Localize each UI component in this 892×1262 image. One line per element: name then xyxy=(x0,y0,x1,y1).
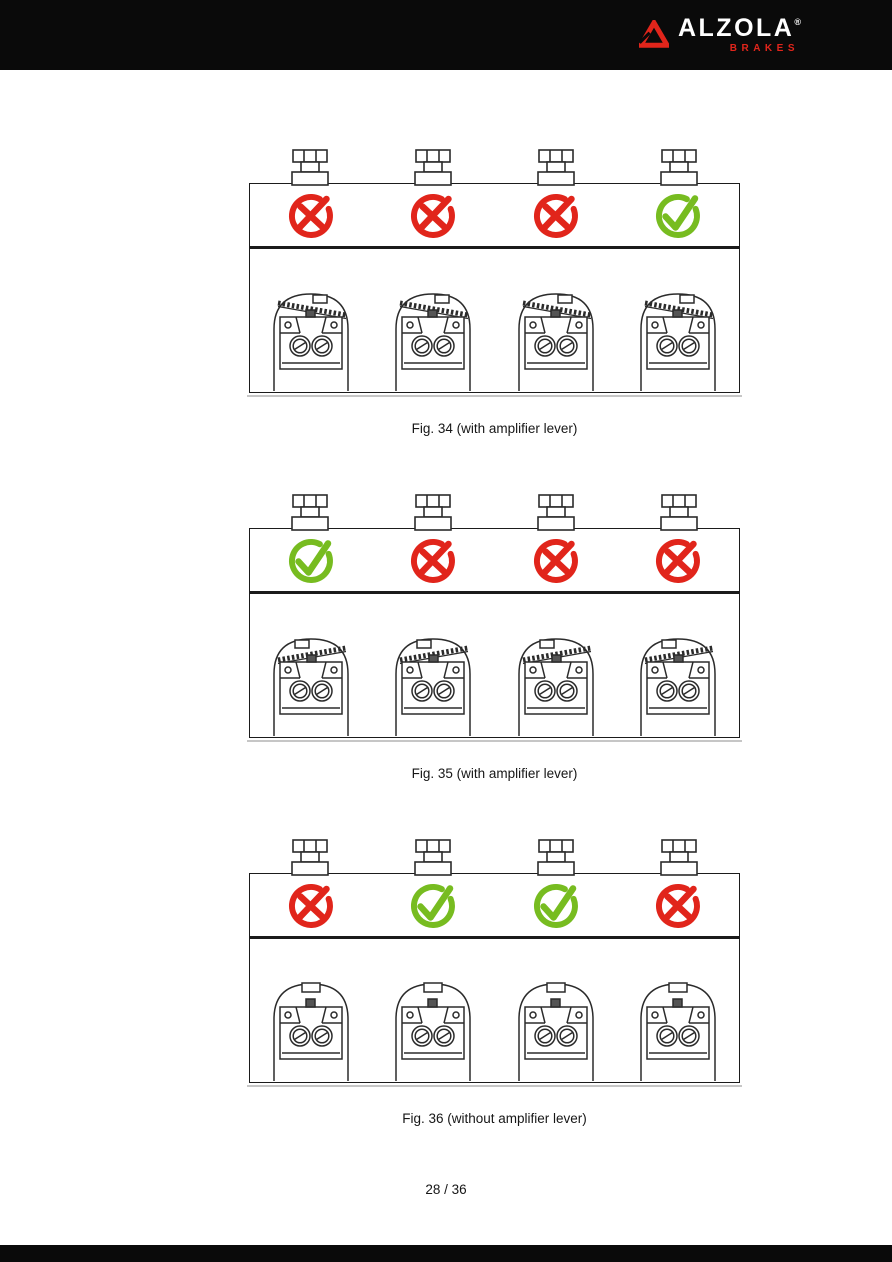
brand-tagline: BRAKES xyxy=(729,43,799,54)
cross-slot xyxy=(495,189,617,241)
switch-slot xyxy=(372,628,494,736)
switch-slot xyxy=(495,628,617,736)
switch-slot xyxy=(250,628,372,736)
bolt-slot xyxy=(495,493,618,528)
status-band xyxy=(250,874,739,939)
terminal-block-drawing xyxy=(249,183,740,393)
header-bar xyxy=(0,0,892,70)
switch-slot xyxy=(495,973,617,1081)
bolt-slot xyxy=(372,838,495,873)
bolt-slot xyxy=(495,838,618,873)
cross-icon xyxy=(530,534,582,586)
alzola-triangle-icon xyxy=(639,20,669,48)
switch-band xyxy=(250,249,739,391)
footer-bar xyxy=(0,1245,892,1262)
cross-icon xyxy=(652,879,704,931)
switch-slot xyxy=(250,283,372,391)
bolt-icon xyxy=(659,494,699,531)
check-icon xyxy=(285,534,337,586)
figure-caption: Fig. 36 (without amplifier lever) xyxy=(402,1111,587,1126)
microswitch-lever-icon xyxy=(269,628,353,736)
bolt-slot xyxy=(617,493,740,528)
brand-name xyxy=(678,15,801,41)
figure-caption: Fig. 34 (with amplifier lever) xyxy=(411,421,578,436)
cross-icon xyxy=(407,534,459,586)
registered-mark: ® xyxy=(794,17,801,27)
switch-band xyxy=(250,594,739,736)
microswitch-lever-icon xyxy=(269,283,353,391)
microswitch-lever-icon xyxy=(636,283,720,391)
bolt-slot xyxy=(372,493,495,528)
check-slot xyxy=(495,879,617,931)
switch-slot xyxy=(372,283,494,391)
microswitch-icon xyxy=(391,973,475,1081)
microswitch-lever-icon xyxy=(636,628,720,736)
switch-slot xyxy=(617,628,739,736)
bolt-slot xyxy=(495,148,618,183)
brand-text xyxy=(678,15,801,54)
bolt-icon xyxy=(290,149,330,186)
terminal-block-drawing xyxy=(249,528,740,738)
bolt-icon xyxy=(536,494,576,531)
figure-35 xyxy=(249,493,740,781)
check-icon xyxy=(407,879,459,931)
microswitch-lever-icon xyxy=(391,628,475,736)
cross-slot xyxy=(250,189,372,241)
bolt-icon xyxy=(413,839,453,876)
bolt-icon xyxy=(413,149,453,186)
microswitch-icon xyxy=(514,973,598,1081)
bolt-icon xyxy=(536,839,576,876)
status-band xyxy=(250,184,739,249)
bolt-row xyxy=(249,838,740,873)
bolt-icon xyxy=(290,839,330,876)
cross-slot xyxy=(372,189,494,241)
cross-icon xyxy=(407,189,459,241)
bolt-icon xyxy=(659,839,699,876)
microswitch-lever-icon xyxy=(391,283,475,391)
figure-caption: Fig. 35 (with amplifier lever) xyxy=(411,766,578,781)
switch-slot xyxy=(250,973,372,1081)
check-slot xyxy=(617,189,739,241)
check-slot xyxy=(250,534,372,586)
check-icon xyxy=(652,189,704,241)
check-slot xyxy=(372,879,494,931)
bolt-icon xyxy=(290,494,330,531)
switch-slot xyxy=(372,973,494,1081)
cross-icon xyxy=(285,189,337,241)
terminal-block-drawing xyxy=(249,873,740,1083)
switch-slot xyxy=(617,283,739,391)
figure-36 xyxy=(249,838,740,1126)
cross-slot xyxy=(617,879,739,931)
cross-slot xyxy=(495,534,617,586)
brand-logo xyxy=(639,15,801,54)
bolt-slot xyxy=(249,148,372,183)
bolt-slot xyxy=(617,838,740,873)
cross-slot xyxy=(617,534,739,586)
switch-band xyxy=(250,939,739,1081)
bolt-icon xyxy=(413,494,453,531)
bolt-slot xyxy=(249,493,372,528)
figure-34 xyxy=(249,148,740,436)
check-icon xyxy=(530,879,582,931)
cross-icon xyxy=(285,879,337,931)
cross-slot xyxy=(250,879,372,931)
bolt-slot xyxy=(372,148,495,183)
microswitch-lever-icon xyxy=(514,283,598,391)
switch-slot xyxy=(495,283,617,391)
switch-slot xyxy=(617,973,739,1081)
page-number: 28 / 36 xyxy=(425,1182,467,1197)
microswitch-icon xyxy=(269,973,353,1081)
bolt-icon xyxy=(659,149,699,186)
bolt-slot xyxy=(617,148,740,183)
microswitch-icon xyxy=(636,973,720,1081)
microswitch-lever-icon xyxy=(514,628,598,736)
brand-name-text: ALZOLA xyxy=(677,14,795,42)
bolt-slot xyxy=(249,838,372,873)
bolt-row xyxy=(249,148,740,183)
bolt-icon xyxy=(536,149,576,186)
cross-icon xyxy=(652,534,704,586)
cross-icon xyxy=(530,189,582,241)
bolt-row xyxy=(249,493,740,528)
cross-slot xyxy=(372,534,494,586)
status-band xyxy=(250,529,739,594)
